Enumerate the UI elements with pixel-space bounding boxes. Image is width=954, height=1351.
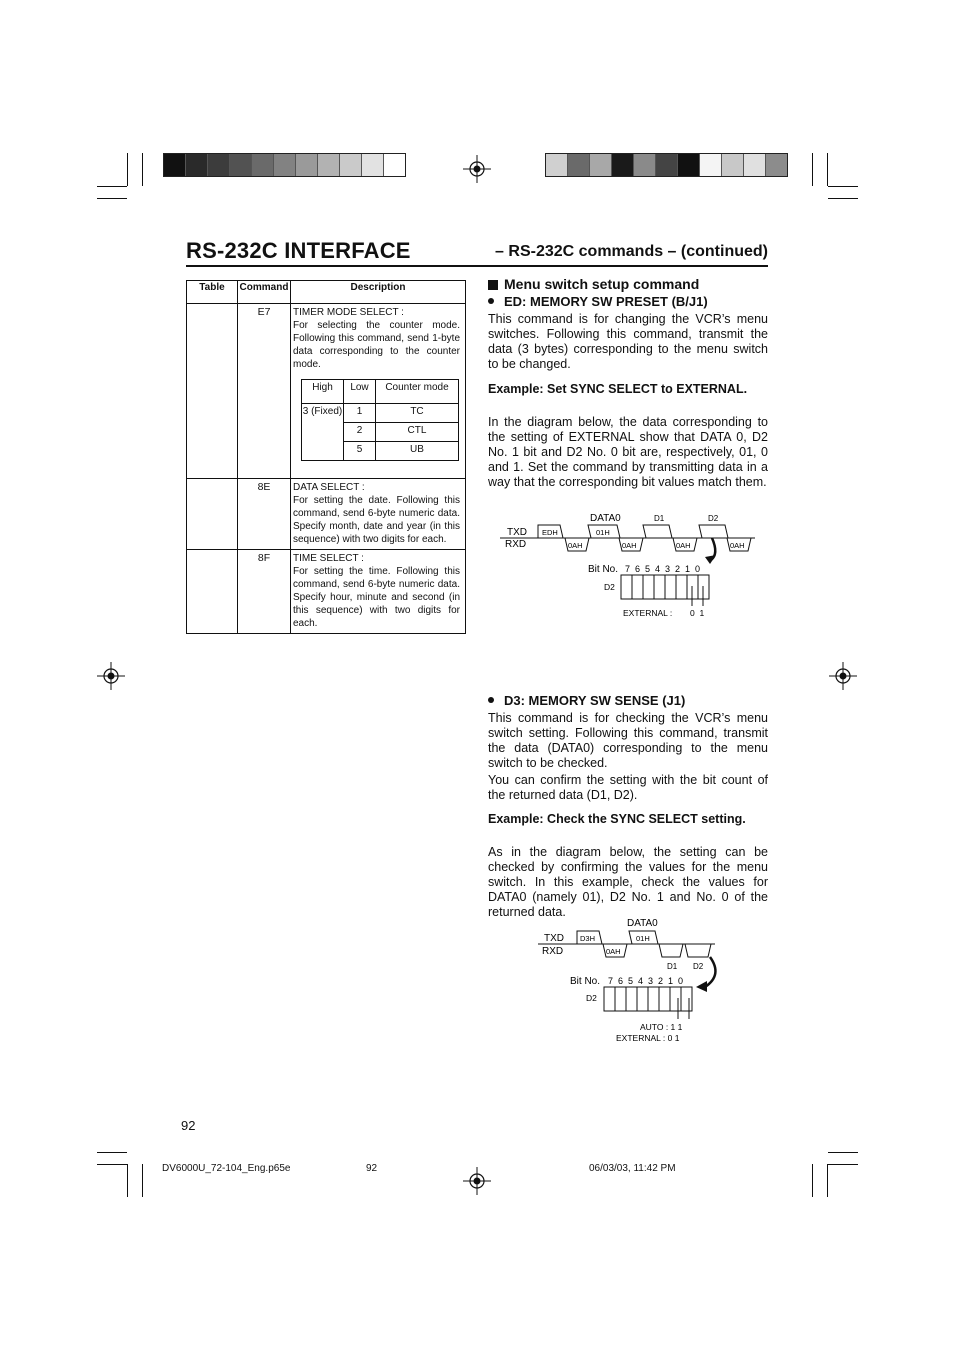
description-heading: TIMER MODE SELECT : [293,307,404,318]
low-value: 5 [344,442,376,461]
tx-command: EDH [542,528,558,537]
bullet-icon [488,298,494,304]
registration-target-icon [463,1167,491,1195]
color-swatch [230,154,252,176]
col-low-header: Low [344,380,376,404]
command-code: 8E [238,479,291,550]
col-description-header: Description [291,281,466,304]
color-swatch [362,154,384,176]
color-swatch [318,154,340,176]
color-swatch [678,154,700,176]
rx-ack: 0AH [568,541,583,550]
command-code: 8F [238,550,291,634]
color-swatch [208,154,230,176]
ed-example: Example: Set SYNC SELECT to EXTERNAL. [488,382,748,396]
d3-paragraph: This command is for checking the VCR’s menu switch setting. Following this command, transmit the data (DATA0) corresponding to the menu switch to be checked. [488,711,768,770]
registration-target-icon [829,662,857,690]
description-text: For setting the date. Following this command, send 6-byte numeric data. Specify month, date and year (in this sequence) with two digits for each. [293,495,460,545]
header-rule [186,265,768,267]
external-value: 0 1 [690,608,705,618]
ed-paragraph-2: In the diagram below, the data corresponding to the setting of EXTERNAL show that DATA 0, D2 No. 1 bit and D2 No. 0 bit are, respectively, 01, 0 and 1. Set the command by transmitting data in a way that the corresponding bit values match them. [488,415,768,489]
ed-paragraph: This command is for changing the VCR’s menu switches. Following this command, transmit the data (3 bytes) corresponding to the menu switch to be changed. [488,312,768,371]
section-d3 [488,693,768,920]
color-swatch [612,154,634,176]
color-swatch [634,154,656,176]
color-swatch [274,154,296,176]
low-value: 1 [344,404,376,423]
diagram-d3 [535,913,735,1047]
label-d2-register: D2 [586,993,597,1003]
counter-mode-value: CTL [376,423,459,442]
page-number: 92 [181,1118,196,1133]
label-rxd: RXD [542,946,564,957]
description-heading: TIME SELECT : [293,553,364,564]
color-swatch [590,154,612,176]
bit-numbers: 7 6 5 4 3 2 1 0 [608,976,684,986]
col-command-header: Command [238,281,291,304]
table-row [187,479,466,550]
label-bit-no: Bit No. [570,976,601,987]
d3-title: D3: MEMORY SW SENSE (J1) [504,693,686,708]
label-d2-register: D2 [604,582,615,592]
grayscale-bar-right [545,153,788,177]
registration-target-icon [463,155,491,183]
footer-file: DV6000U_72-104_Eng.p65e [162,1163,291,1174]
description-text: For selecting the counter mode. Following this command, send 1-byte data corresponding to the counter mode. [293,320,460,370]
table-row [187,304,466,479]
d3-paragraph-2: You can confirm the setting with the bit count of the returned data (D1, D2). [488,773,768,802]
color-swatch [164,154,186,176]
tx-data0: 01H [636,934,650,943]
counter-mode-value: TC [376,404,459,423]
section-menu-switch [488,277,768,490]
page-subtitle: – RS-232C commands – (continued) [495,243,768,260]
label-external: EXTERNAL : [623,608,673,618]
table-row [187,550,466,634]
color-swatch [722,154,744,176]
page-title: RS-232C INTERFACE [186,238,411,263]
rx-ack: 0AH [730,541,745,550]
square-bullet-icon [488,280,498,290]
arrow-icon [705,555,716,564]
color-swatch [296,154,318,176]
arrow-icon [696,981,707,992]
tx-data0: 01H [596,528,610,537]
label-rxd: RXD [505,539,527,550]
footer-page: 92 [366,1163,378,1174]
counter-mode-table [301,379,459,461]
bit-register [604,987,692,1019]
section-title: Menu switch setup command [504,276,700,292]
label-d1: D1 [667,962,678,971]
color-swatch [700,154,722,176]
description-text: For setting the time. Following this command, send 6-byte numeric data. Specify hour, minute and second (in this sequence) with two digits for each. [293,566,460,629]
description-heading: DATA SELECT : [293,482,365,493]
label-txd: TXD [544,933,564,944]
footer-date: 06/03/03, 11:42 PM [589,1163,676,1174]
low-value: 2 [344,423,376,442]
label-d2: D2 [708,514,719,523]
command-table [186,280,466,634]
color-swatch [252,154,274,176]
bullet-icon [488,697,494,703]
col-high-header: High [302,380,344,404]
ed-title: ED: MEMORY SW PRESET (B/J1) [504,294,708,309]
label-txd: TXD [507,527,527,538]
col-table-header: Table [187,281,238,304]
rx-ack: 0AH [606,947,621,956]
command-code: E7 [238,304,291,479]
label-data0: DATA0 [590,513,621,524]
label-d2: D2 [693,962,704,971]
counter-mode-value: UB [376,442,459,461]
d3-example: Example: Check the SYNC SELECT setting. [488,812,746,826]
color-swatch [546,154,568,176]
diagram-ed [495,508,765,622]
d3-paragraph-3: As in the diagram below, the setting can be checked by confirming the values for the menu switch. In this example, check the values for DATA0 (namely 01), D2 No. 1 and No. 0 of the returned data. [488,845,768,919]
label-auto: AUTO : 1 1 [640,1022,683,1032]
color-swatch [384,154,405,176]
bit-numbers: 7 6 5 4 3 2 1 0 [625,564,701,574]
label-data0: DATA0 [627,918,658,929]
col-counter-mode-header: Counter mode [376,380,459,404]
label-bit-no: Bit No. [588,564,619,575]
rx-ack: 0AH [622,541,637,550]
label-d1: D1 [654,514,665,523]
color-swatch [656,154,678,176]
grayscale-bar-left [163,153,406,177]
color-swatch [186,154,208,176]
color-swatch [744,154,766,176]
registration-target-icon [97,662,125,690]
color-swatch [568,154,590,176]
color-swatch [766,154,787,176]
bit-register [621,575,709,606]
label-external: EXTERNAL : 0 1 [616,1033,680,1043]
high-value: 3 (Fixed) [302,404,344,461]
tx-command: D3H [580,934,596,943]
color-swatch [340,154,362,176]
rx-ack: 0AH [676,541,691,550]
